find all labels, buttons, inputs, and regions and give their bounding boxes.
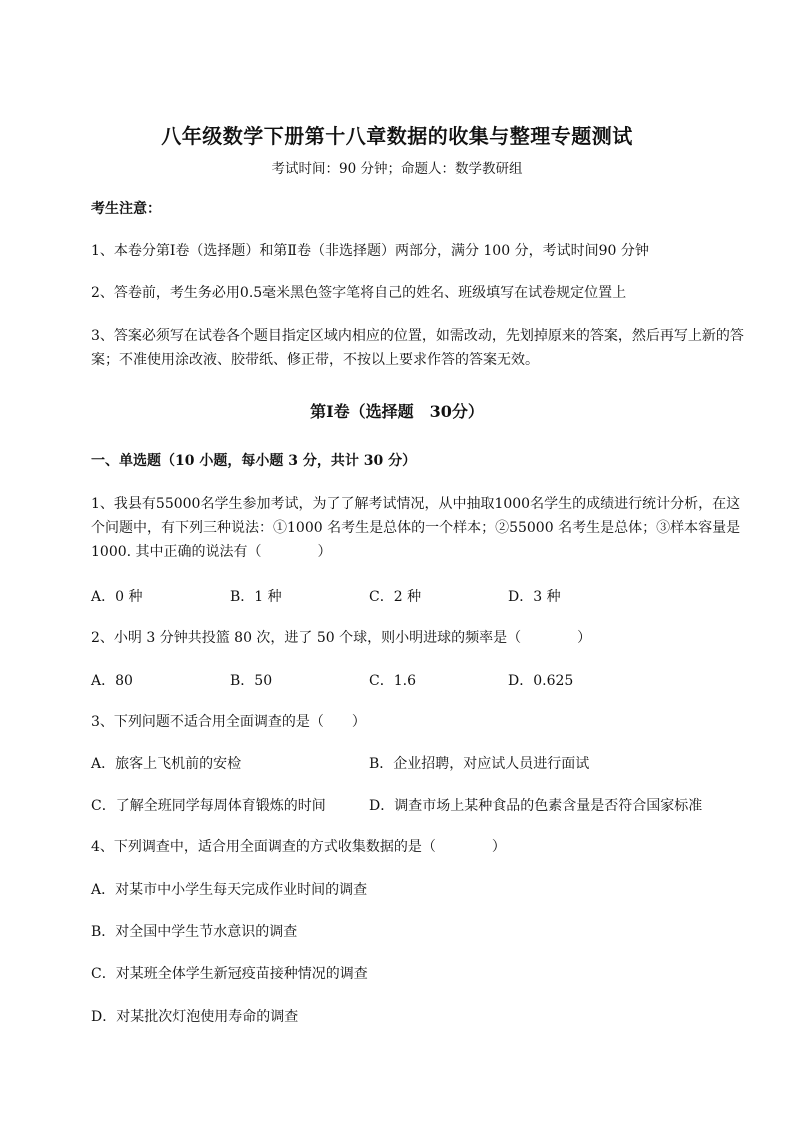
question-4-option-d: D．对某批次灯泡使用寿命的调查 bbox=[91, 1009, 299, 1025]
question-4-stem: 4、下列调查中，适合用全面调查的方式收集数据的是（ ） bbox=[91, 839, 506, 855]
question-1-option-a: A．0 种 bbox=[91, 589, 143, 605]
exam-info: 考试时间：90 分钟；命题人：数学教研组 bbox=[271, 161, 523, 177]
question-3-option-b: B．企业招聘，对应试人员进行面试 bbox=[369, 756, 590, 772]
question-4-option-c: C．对某班全体学生新冠疫苗接种情况的调查 bbox=[91, 966, 368, 982]
question-1-option-d: D．3 种 bbox=[508, 589, 561, 605]
question-3-option-a: A．旅客上飞机前的安检 bbox=[91, 756, 242, 772]
question-2-option-d: D．0.625 bbox=[508, 673, 574, 689]
question-2-stem: 2、小明 3 分钟共投篮 80 次，进了 50 个球，则小明进球的频率是（ ） bbox=[91, 630, 592, 646]
page-title: 八年级数学下册第十八章数据的收集与整理专题测试 bbox=[161, 124, 633, 148]
note-item-1: 1、本卷分第Ⅰ卷（选择题）和第Ⅱ卷（非选择题）两部分，满分 100 分，考试时间90 分钟 bbox=[91, 243, 649, 259]
question-2-option-a: A．80 bbox=[91, 673, 133, 689]
section-title: 第Ⅰ卷（选择题 30分） bbox=[310, 402, 484, 421]
notes-heading: 考生注意： bbox=[91, 201, 161, 217]
question-2-option-b: B．50 bbox=[230, 673, 273, 689]
section-heading: 一、单选题（10 小题，每小题 3 分，共计 30 分） bbox=[91, 453, 417, 469]
question-4-option-a: A．对某市中小学生每天完成作业时间的调查 bbox=[91, 882, 368, 898]
question-1-option-b: B．1 种 bbox=[230, 589, 282, 605]
question-3-stem: 3、下列问题不适合用全面调查的是（ ） bbox=[91, 714, 366, 730]
question-3-option-d: D．调查市场上某种食品的色素含量是否符合国家标准 bbox=[369, 798, 703, 814]
question-3-option-c: C．了解全班同学每周体育锻炼的时间 bbox=[91, 798, 326, 814]
question-1-stem: 1、我县有55000名学生参加考试，为了了解考试情况，从中抽取1000名学生的成绩进行统计分析，在这个问题中，有下列三种说法：①1000 名考生是总体的一个样本；②55000 名考生是总体；③样本容量是1000. 其中正确的说法有（ ） bbox=[91, 496, 741, 560]
question-4-option-b: B．对全国中学生节水意识的调查 bbox=[91, 924, 298, 940]
question-1-option-c: C．2 种 bbox=[369, 589, 422, 605]
note-item-3: 3、答案必须写在试卷各个题目指定区域内相应的位置，如需改动，先划掉原来的答案，然后再写上新的答案；不准使用涂改液、胶带纸、修正带，不按以上要求作答的答案无效。 bbox=[91, 328, 744, 368]
question-2-option-c: C．1.6 bbox=[369, 673, 416, 689]
note-item-2: 2、答卷前，考生务必用0.5毫米黑色签字笔将自己的姓名、班级填写在试卷规定位置上 bbox=[91, 285, 627, 301]
